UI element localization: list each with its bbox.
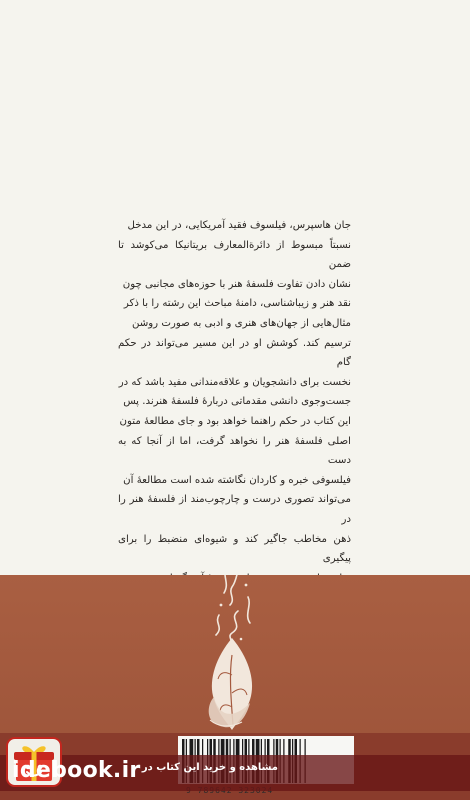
- publisher-logotype: [216, 575, 250, 647]
- blurb-line: جست‌وجوی دانشی مقدماتی دربارهٔ فلسفهٔ هنرند. پس: [123, 396, 351, 408]
- blurb-line: نخست برای دانشجویان و علاقه‌مندانی مفید باشد که در: [118, 376, 351, 388]
- watermark-brand-name: idebook: [12, 758, 113, 783]
- blurb-line: مثال‌هایی از جهان‌های هنری و ادبی به صورت روشن: [131, 317, 351, 329]
- blurb-line: این کتاب در حکم راهنما خواهد بود و جای مطالعهٔ متون: [119, 415, 351, 427]
- watermark-slogan: مشاهده و خرید این کتاب در: [141, 762, 278, 773]
- watermark-brand-tld: .ir: [112, 758, 141, 783]
- blurb-line: اصلی فلسفهٔ هنر را نخواهد گرفت، اما از آنجا که به دست: [118, 435, 351, 467]
- blurb-line: فیلسوفی خبره و کاردان نگاشته شده است مطالعهٔ آن: [123, 474, 351, 486]
- blurb-line: نقد هنر و زیباشناسی، دامنهٔ مباحث این رشته را با ذکر: [123, 298, 351, 310]
- blurb-line: می‌تواند تصوری درست و چارچوب‌مند از فلسفهٔ هنر را در: [118, 494, 351, 525]
- blurb-line: نشان دادن تفاوت فلسفهٔ هنر با حوزه‌های مجانبی چون: [122, 278, 351, 290]
- leaf-mark-icon: [209, 638, 252, 730]
- blurb-line: ذهن مخاطب جاگیر کند و شیوه‌ای منضبط را برای پیگیری: [118, 533, 351, 565]
- blurb-line: نسبتاً مبسوط از دائرةالمعارف بریتانیکا می‌کوشد تا ضمن: [118, 239, 351, 271]
- back-cover-blurb: [118, 216, 351, 588]
- watermark-brand[interactable]: [12, 757, 141, 785]
- blurb-line: جان هاسپرس، فیلسوف فقید آمریکایی، در این مدخل: [127, 220, 351, 231]
- blurb-line: ترسیم کند. کوشش او در این مسیر می‌تواند در حکم گام: [118, 337, 351, 369]
